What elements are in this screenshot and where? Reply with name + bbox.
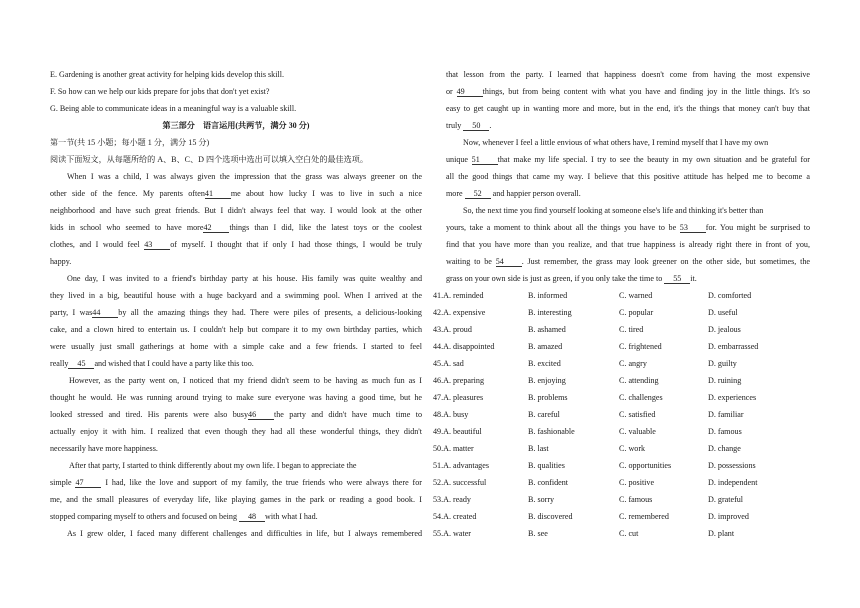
right-line xyxy=(446,83,810,100)
left-line xyxy=(50,338,422,355)
option-c: C. warned xyxy=(619,291,653,300)
passage-text: or xyxy=(446,87,457,96)
passage-text: happy. xyxy=(50,257,72,266)
option-c: C. tired xyxy=(619,325,644,334)
passage-text: me, and the small pleasures of everyday life, like playing games in the park or reading a good book. I xyxy=(50,495,422,504)
option-b: B. discovered xyxy=(528,512,573,521)
option-b: B. ashamed xyxy=(528,325,566,334)
option-c: C. remembered xyxy=(619,512,669,521)
passage-text: When I was a child, I was always given the impression that the grass was always greener on the xyxy=(67,172,422,181)
option-a: 52.A. successful xyxy=(433,478,487,487)
passage-text: things than I did, like the latest toys or the coolest xyxy=(229,223,422,232)
blank-50: 50 xyxy=(463,121,489,131)
option-d: D. grateful xyxy=(708,495,744,504)
passage-text: party, I was xyxy=(50,308,93,317)
blank-53: 53 xyxy=(680,223,706,233)
option-c: C. satisfied xyxy=(619,410,656,419)
left-line xyxy=(50,168,422,185)
option-a: 43.A. proud xyxy=(433,325,472,334)
right-line xyxy=(446,253,810,270)
option-a: 55.A. water xyxy=(433,529,471,538)
option-row xyxy=(433,423,810,440)
option-a: 47.A. pleasures xyxy=(433,393,484,402)
passage-text: cake, and a clown hired to entertain us. I couldn't help but compare it to my own birthday parties, which xyxy=(50,325,422,334)
option-row xyxy=(433,321,810,338)
option-d: D. change xyxy=(708,444,741,453)
right-line xyxy=(446,219,810,236)
left-line: 阅读下面短文，从每题所给的 A、B、C、D 四个选项中选出可以填入空白处的最佳选项。 xyxy=(50,155,368,164)
option-row xyxy=(433,440,810,457)
left-line xyxy=(50,491,422,508)
left-line: 第一节(共 15 小题；每小题 1 分，满分 15 分) xyxy=(50,138,210,147)
left-line xyxy=(50,287,422,304)
option-c: C. popular xyxy=(619,308,654,317)
left-line xyxy=(50,219,422,236)
option-c: C. valuable xyxy=(619,427,656,436)
passage-text: looked stressed and tired. His parents were also busy xyxy=(50,410,249,419)
option-row xyxy=(433,304,810,321)
left-line xyxy=(50,355,422,372)
passage-text: unique xyxy=(446,155,472,164)
right-line xyxy=(446,151,810,168)
option-b: B. problems xyxy=(528,393,568,402)
passage-text: truly xyxy=(446,121,464,130)
option-c: C. frightened xyxy=(619,342,662,351)
blank-48: 48 xyxy=(239,512,265,522)
option-c: C. attending xyxy=(619,376,659,385)
right-line xyxy=(446,270,810,287)
option-row xyxy=(433,491,810,508)
right-line xyxy=(446,100,810,117)
passage-text: really xyxy=(50,359,69,368)
option-row xyxy=(433,372,810,389)
option-row xyxy=(433,338,810,355)
blank-54: 54 xyxy=(496,257,522,267)
left-line: E. Gardening is another great activity for helping kids develop this skill. xyxy=(50,70,284,79)
left-line xyxy=(50,508,422,525)
passage-text: easy to get caught up in wanting more and more, but in the end, it's the things that money can't buy that xyxy=(446,104,810,113)
passage-text: I had, like the love and support of my family, the true friends who were always there for xyxy=(101,478,422,487)
passage-text: were usually just small gatherings at home with a simple cake and a few friends. I started to feel xyxy=(50,342,422,351)
left-line: G. Being able to communicate ideas in a meaningful way is a valuable skill. xyxy=(50,104,297,113)
left-line xyxy=(50,236,422,253)
passage-text: things, but from being content with what you have and finding joy in the little things. It's so xyxy=(482,87,810,96)
option-b: B. interesting xyxy=(528,308,572,317)
passage-text: However, as the party went on, I noticed that my friend didn't seem to be having as much fun as I xyxy=(69,376,422,385)
right-column xyxy=(433,66,810,542)
option-a: 50.A. matter xyxy=(433,444,474,453)
option-d: D. comforted xyxy=(708,291,752,300)
right-line xyxy=(446,168,810,185)
option-a: 44.A. disappointed xyxy=(433,342,495,351)
left-column xyxy=(50,66,422,542)
left-line xyxy=(50,304,422,321)
right-line xyxy=(446,202,810,219)
right-line xyxy=(446,117,810,134)
option-c: C. positive xyxy=(619,478,655,487)
option-d: D. possessions xyxy=(708,461,756,470)
passage-text: actually enjoy it with him. I realized that even though they had all these wonderful things, they didn't xyxy=(50,427,422,436)
option-a: 48.A. busy xyxy=(433,410,469,419)
option-d: D. improved xyxy=(708,512,749,521)
passage-text: me about how lucky I was to live in such a nice xyxy=(230,189,422,198)
option-c: C. cut xyxy=(619,529,639,538)
blank-47: 47 xyxy=(75,478,101,488)
passage-text: thought he would. He was running around trying to make sure everyone was having a good time, but he xyxy=(50,393,422,402)
passage-text: grass on your own side is just as green, if you only take the time to xyxy=(446,274,665,283)
option-c: C. challenges xyxy=(619,393,663,402)
option-a: 46.A. preparing xyxy=(433,376,485,385)
right-line xyxy=(446,236,810,253)
blank-43: 43 xyxy=(144,240,170,250)
passage-text: So, the next time you find yourself looking at someone else's life and thinking it's better than xyxy=(463,206,764,215)
option-row xyxy=(433,525,810,542)
passage-text: for. You might be surprised to xyxy=(705,223,810,232)
passage-text: and wished that I could have a party like this too. xyxy=(94,359,254,368)
option-c: C. famous xyxy=(619,495,653,504)
passage-text: that lesson from the party. I learned that happiness doesn't come from having the most expensive xyxy=(446,70,810,79)
passage-text: waiting to be xyxy=(446,257,496,266)
option-b: B. careful xyxy=(528,410,560,419)
option-a: 51.A. advantages xyxy=(433,461,489,470)
left-line: F. So how can we help our kids prepare for jobs that don't yet exist? xyxy=(50,87,270,96)
option-a: 41.A. reminded xyxy=(433,291,484,300)
blank-45: 45 xyxy=(68,359,94,369)
option-d: D. experiences xyxy=(708,393,757,402)
option-a: 54.A. created xyxy=(433,512,477,521)
option-b: B. sorry xyxy=(528,495,555,504)
left-line xyxy=(50,321,422,338)
blank-46: 46 xyxy=(248,410,274,420)
left-line xyxy=(50,474,422,491)
option-b: B. informed xyxy=(528,291,568,300)
option-c: C. opportunities xyxy=(619,461,672,470)
option-d: D. famous xyxy=(708,427,742,436)
left-line xyxy=(50,406,422,423)
option-row xyxy=(433,355,810,372)
option-b: B. fashionable xyxy=(528,427,575,436)
option-b: B. confident xyxy=(528,478,569,487)
passage-text: by all the amazing things they had. There were piles of presents, a delicious-looking xyxy=(118,308,422,317)
option-b: B. qualities xyxy=(528,461,565,470)
left-line xyxy=(50,389,422,406)
passage-text: find that you have more than you realize, and that true happiness is already right there in front of you, xyxy=(446,240,810,249)
blank-52: 52 xyxy=(465,189,491,199)
section-heading: 第三部分 语言运用(共两节，满分 30 分) xyxy=(162,121,310,130)
passage-text: they lived in a big, beautiful house with a huge backyard and a swimming pool. When I arrived at the xyxy=(50,291,422,300)
option-a: 42.A. expensive xyxy=(433,308,486,317)
option-row xyxy=(433,287,810,304)
blank-55: 55 xyxy=(664,274,690,284)
option-b: B. see xyxy=(528,529,548,538)
option-a: 53.A. ready xyxy=(433,495,471,504)
left-line xyxy=(50,440,422,457)
right-line xyxy=(446,185,810,202)
passage-text: that make my life special. I try to see the beauty in my own situation and be grateful for xyxy=(497,155,810,164)
option-b: B. enjoying xyxy=(528,376,566,385)
blank-49: 49 xyxy=(457,87,483,97)
right-line xyxy=(446,134,810,151)
left-line xyxy=(50,185,422,202)
passage-text: of myself. I thought that if only I had those things, I would be truly xyxy=(170,240,422,249)
left-line xyxy=(50,270,422,287)
passage-text: it. xyxy=(690,274,697,283)
passage-text: neighborhood and have such great friends. But I didn't always feel that way. I would look at the other xyxy=(50,206,422,215)
option-d: D. plant xyxy=(708,529,735,538)
option-row xyxy=(433,457,810,474)
passage-text: clothes, and I would feel xyxy=(50,240,145,249)
passage-text: kids in school who seemed to have more xyxy=(50,223,204,232)
passage-text: Now, whenever I feel a little envious of what others have, I remind myself that I have my own xyxy=(463,138,769,147)
option-d: D. embarrassed xyxy=(708,342,759,351)
passage-text: stopped comparing myself to others and focused on being xyxy=(50,512,240,521)
left-line xyxy=(50,253,422,270)
passage-text: One day, I was invited to a friend's birthday party at his house. His family was quite wealthy and xyxy=(67,274,422,283)
passage-text: more xyxy=(446,189,465,198)
option-d: D. ruining xyxy=(708,376,742,385)
passage-text: yours, take a moment to think about all the things you have to be xyxy=(446,223,680,232)
passage-text: simple xyxy=(50,478,76,487)
passage-text: other side of the fence. My parents often xyxy=(50,189,205,198)
passage-text: all the good things that came my way. I believe that this positive attitude has helped me to become a xyxy=(446,172,810,181)
option-d: D. familiar xyxy=(708,410,744,419)
passage-text: After that party, I started to think differently about my own life. I began to appreciate the xyxy=(69,461,357,470)
left-line xyxy=(50,457,422,474)
left-line xyxy=(50,525,422,542)
blank-41: 41 xyxy=(205,189,231,199)
left-line xyxy=(50,372,422,389)
passage-text: . xyxy=(489,121,492,130)
option-row xyxy=(433,406,810,423)
passage-text: As I grew older, I faced many different challenges and difficulties in life, but I always remembered xyxy=(67,529,422,538)
option-d: D. jealous xyxy=(708,325,741,334)
right-line xyxy=(446,66,810,83)
left-line xyxy=(50,202,422,219)
option-b: B. last xyxy=(528,444,549,453)
option-c: C. angry xyxy=(619,359,647,368)
blank-44: 44 xyxy=(92,308,118,318)
blank-51: 51 xyxy=(472,155,498,165)
option-b: B. excited xyxy=(528,359,561,368)
blank-42: 42 xyxy=(203,223,229,233)
option-c: C. work xyxy=(619,444,646,453)
passage-text: and happier person overall. xyxy=(490,189,581,198)
option-a: 49.A. beautiful xyxy=(433,427,482,436)
option-a: 45.A. sad xyxy=(433,359,464,368)
passage-text: with what I had. xyxy=(265,512,318,521)
passage-text: . Just remember, the grass may look greener on the other side, but sometimes, the xyxy=(521,257,810,266)
passage-text: the party and didn't have much time to xyxy=(274,410,422,419)
left-line xyxy=(50,423,422,440)
option-d: D. independent xyxy=(708,478,758,487)
option-b: B. amazed xyxy=(528,342,563,351)
option-d: D. useful xyxy=(708,308,738,317)
option-row xyxy=(433,508,810,525)
option-row xyxy=(433,389,810,406)
passage-text: necessarily have more happiness. xyxy=(50,444,158,453)
option-d: D. guilty xyxy=(708,359,737,368)
option-row xyxy=(433,474,810,491)
